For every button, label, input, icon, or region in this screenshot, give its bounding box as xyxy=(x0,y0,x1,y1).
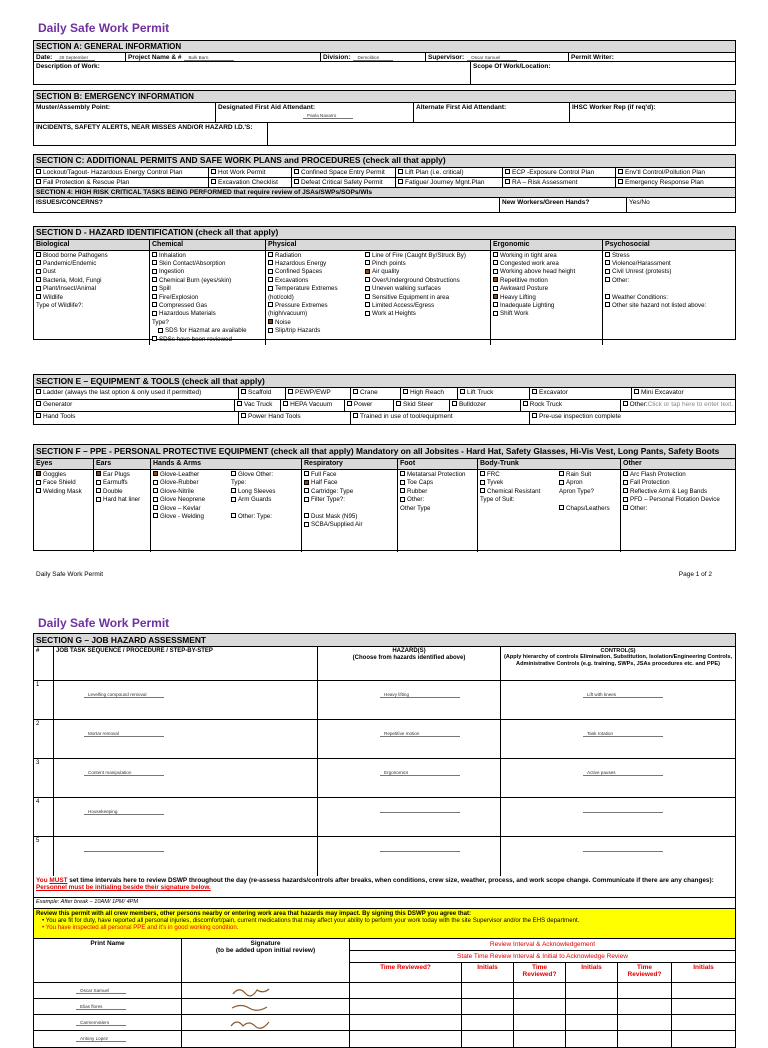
review-cell[interactable] xyxy=(618,1015,672,1030)
review-cell[interactable] xyxy=(672,1015,735,1030)
checkbox[interactable] xyxy=(268,302,273,307)
checkbox[interactable] xyxy=(36,269,41,274)
task-control-field[interactable]: Active pauses xyxy=(583,770,663,776)
col-biological: Biological xyxy=(34,240,150,251)
task-row xyxy=(34,681,735,720)
checkbox[interactable] xyxy=(36,260,41,265)
task-task-field[interactable]: Housekeeping xyxy=(84,809,164,815)
col-other: Other xyxy=(621,459,735,470)
chemical-list: Inhalation Skin Contact/Absorption Ingestion Chemical Burn (eyes/skin) Spill Fire/Explosion Compressed Gas Hazardous Materials Type? SDS for Hazmat are available SDSs have been reviewed xyxy=(150,251,266,345)
task-task-field[interactable]: Levelling compound removal xyxy=(84,692,164,698)
checkbox[interactable] xyxy=(36,286,41,291)
writer-label: Permit Writer: xyxy=(571,54,614,62)
checkbox[interactable] xyxy=(523,401,528,406)
checkbox[interactable] xyxy=(398,179,403,184)
section-4-header: SECTION 4: HIGH RISK CRITICAL TASKS BEING PERFORMED that require review of JSAs/SWPs/SOPs/WIs xyxy=(34,188,735,198)
state-time-header: State Time Review Interval & Initial to Acknowledge Review xyxy=(350,951,735,963)
footer-page-number: Page 1 of 2 xyxy=(678,571,712,578)
col-foot: Foot xyxy=(398,459,478,470)
col-eyes: Eyes xyxy=(34,459,94,470)
checkbox[interactable] xyxy=(605,269,610,274)
task-hazard-field[interactable]: Ergonomics xyxy=(380,770,460,776)
review-cell[interactable] xyxy=(350,1031,462,1047)
must-prefix: You xyxy=(36,877,50,884)
task-hazard-field[interactable] xyxy=(380,851,460,852)
checkbox[interactable] xyxy=(294,169,299,174)
checkbox[interactable] xyxy=(605,294,610,299)
handwritten-signature xyxy=(229,1000,289,1014)
review-cell[interactable] xyxy=(566,983,618,998)
checkbox[interactable] xyxy=(152,311,157,316)
task-hazard-field[interactable] xyxy=(380,812,460,813)
col-physical: Physical xyxy=(266,240,491,251)
must-instruction: set time intervals here to review DSWP throughout the day (re-assess hazards/controls after breaks, when conditions, crew size, weather, process, and work scope change. Communicate if there are any changes): xyxy=(67,877,714,884)
checkbox[interactable] xyxy=(403,389,408,394)
description-label: Description of Work: xyxy=(36,63,100,71)
col-task: JOB TASK SEQUENCE / PROCEDURE / STEP-BY-STEP xyxy=(54,647,318,680)
checkbox[interactable] xyxy=(623,505,628,510)
checkbox[interactable] xyxy=(153,488,158,493)
section-b xyxy=(33,90,736,146)
crew-name[interactable]: Oscar Samuel xyxy=(76,988,126,994)
task-row xyxy=(34,720,735,759)
review-interval-header: Review Interval & Acknowledgement xyxy=(350,939,735,951)
task-number: 5 xyxy=(34,837,54,876)
checkbox[interactable] xyxy=(365,252,370,257)
project-field[interactable]: Bulk Barn xyxy=(184,55,234,61)
checkbox[interactable] xyxy=(36,277,41,282)
checkbox[interactable] xyxy=(268,252,273,257)
task-control-field[interactable] xyxy=(583,812,663,813)
checkbox[interactable] xyxy=(559,471,564,476)
section-g-header: SECTION G – JOB HAZARD ASSESSMENT xyxy=(34,634,735,647)
bullet-ppe: You have inspected all personal PPE and it's in good working condition. xyxy=(45,924,239,931)
checkbox-checked[interactable] xyxy=(493,277,498,282)
page-title: Daily Safe Work Permit xyxy=(38,616,170,630)
signature-sub: (to be added upon initial review) xyxy=(215,947,316,955)
col-number: # xyxy=(34,647,54,680)
handwritten-signature xyxy=(229,984,289,998)
col-body-trunk: Body-Trunk xyxy=(478,459,621,470)
yes-no-label: Yes/No xyxy=(629,198,650,206)
checkbox[interactable] xyxy=(36,413,41,418)
checkbox[interactable] xyxy=(304,497,309,502)
checkbox[interactable] xyxy=(152,269,157,274)
checkbox[interactable] xyxy=(152,277,157,282)
permit-option: Excavation Checklist xyxy=(218,178,278,186)
checkbox[interactable] xyxy=(211,169,216,174)
checkbox[interactable] xyxy=(623,401,628,406)
checkbox[interactable] xyxy=(36,169,41,174)
checkbox[interactable] xyxy=(559,480,564,485)
example-interval: Example: After break – 10AM/ 1PM/ 4PM xyxy=(36,899,139,905)
signature-field[interactable] xyxy=(182,1015,350,1030)
time-reviewed-1: Time Reviewed? xyxy=(350,963,462,982)
col-control: CONTROL(S) xyxy=(600,648,636,654)
signature-field[interactable] xyxy=(182,999,350,1014)
task-number: 2 xyxy=(34,720,54,758)
task-task-field[interactable]: Mortar removal xyxy=(84,731,164,737)
checkbox[interactable] xyxy=(288,389,293,394)
checkbox[interactable] xyxy=(268,260,273,265)
section-a-header: SECTION A: GENERAL INFORMATION xyxy=(34,41,735,53)
ears-list: Ear Plugs Earmuffs Double Hard hat liner xyxy=(94,470,151,552)
col-chemical: Chemical xyxy=(150,240,266,251)
reviewed-3: Reviewed? xyxy=(627,971,662,979)
review-cell[interactable] xyxy=(462,999,514,1014)
checkbox[interactable] xyxy=(268,328,273,333)
checkbox[interactable] xyxy=(153,480,158,485)
task-rows xyxy=(34,681,735,876)
checkbox[interactable] xyxy=(96,480,101,485)
checkbox[interactable] xyxy=(304,513,309,518)
task-number: 1 xyxy=(34,681,54,719)
checkbox[interactable] xyxy=(400,488,405,493)
checkbox[interactable] xyxy=(480,488,485,493)
permit-option: Env'tl Control/Pollution Plan xyxy=(625,168,706,176)
physical-list-1: Radiation Hazardous Energy Confined Spaces Excavations Temperature Extremes (hot/cold) Pressure Extremes (high/vacuum) Noise Slip/trip Hazards xyxy=(268,251,338,335)
col-ears: Ears xyxy=(94,459,151,470)
time-2: Time xyxy=(531,964,548,971)
review-cell[interactable] xyxy=(462,1031,514,1047)
time-3: Time xyxy=(636,964,653,971)
checkbox[interactable] xyxy=(365,260,370,265)
review-cell[interactable] xyxy=(350,999,462,1014)
task-control-field[interactable]: Task rotation xyxy=(583,731,663,737)
section-f-header: SECTION F – PPE - PERSONAL PROTECTIVE EQUIPMENT (check all that apply) Mandatory on all Jobsites - Hard Hat, Safety Glasses, Hi-Vis Vest, Long Pants, Safety Boots xyxy=(34,445,735,459)
signature-row xyxy=(34,1015,735,1031)
checkbox[interactable] xyxy=(36,252,41,257)
review-cell[interactable] xyxy=(672,999,735,1014)
checkbox[interactable] xyxy=(96,497,101,502)
checkbox[interactable] xyxy=(400,480,405,485)
physical-list-2: Line of Fire (Caught By/Struck By) Pinch points Air quality Over/Underground Obstructions Uneven walking surfaces Sensitive Equipment in area Limited Access/Egress Work at Heights xyxy=(363,251,491,345)
review-cell[interactable] xyxy=(672,1031,735,1047)
project-label: Project Name & # xyxy=(128,54,182,62)
permit-option: Fatigue/ Journey Mgnt.Plan xyxy=(405,178,485,186)
review-cell[interactable] xyxy=(618,1031,672,1047)
footer-left: Daily Safe Work Permit xyxy=(36,571,104,578)
signature-header: Signature xyxy=(250,940,281,947)
checkbox[interactable] xyxy=(36,179,41,184)
checkbox[interactable] xyxy=(231,497,236,502)
date-label: Date: xyxy=(36,54,53,62)
permit-option: Confined Space Entry Permit xyxy=(301,168,385,176)
review-cell[interactable] xyxy=(566,1031,618,1047)
checkbox[interactable] xyxy=(153,497,158,502)
muster-label: Muster/Assembly Point: xyxy=(36,104,111,112)
section-e: SECTION E – EQUIPMENT & TOOLS (check all that apply) Ladder (always the last option & only used if permitted) Scaffold PEWP/EWP Crane High Reach Lift Truck Excavator Mini Excavator Generator Vac Truck HEPA Vacuum Power Skid Steer Bulldozer Rock Truck Other:Click or tap here to enter text. Hand Tools Power Hand Tools Trained in use of tool/equipment Pre-use inspection complete xyxy=(33,374,736,425)
crew-name[interactable]: Antony Lopez xyxy=(76,1036,126,1042)
checkbox[interactable] xyxy=(396,401,401,406)
section-b-header: SECTION B: EMERGENCY INFORMATION xyxy=(34,91,735,103)
checkbox[interactable] xyxy=(493,260,498,265)
checkbox[interactable] xyxy=(268,277,273,282)
section-a xyxy=(33,40,736,85)
checkbox[interactable] xyxy=(493,311,498,316)
checkbox[interactable] xyxy=(353,413,358,418)
checkbox[interactable] xyxy=(153,513,158,518)
signature-row xyxy=(34,999,735,1015)
permit-option: ECP -Exposure Control Plan xyxy=(512,168,595,176)
signature-field[interactable] xyxy=(182,983,350,998)
crew-name[interactable]: Elias flores xyxy=(76,1004,126,1010)
issues-label: ISSUES/CONCERNS? xyxy=(36,198,103,206)
checkbox[interactable] xyxy=(605,277,610,282)
checkbox[interactable] xyxy=(532,413,537,418)
checkbox[interactable] xyxy=(36,389,41,394)
checkbox-checked[interactable] xyxy=(493,294,498,299)
checkbox[interactable] xyxy=(605,252,610,257)
must-word: MUST xyxy=(49,877,68,884)
checkbox[interactable] xyxy=(398,169,403,174)
checkbox[interactable] xyxy=(493,302,498,307)
checkbox[interactable] xyxy=(152,260,157,265)
task-task-field[interactable] xyxy=(84,851,164,852)
page-separator xyxy=(0,588,768,600)
review-text: Review this permit with all crew members, other persons nearby or entering work area that hazards may impact. By signing this DSWP you agree that: xyxy=(36,910,472,917)
checkbox[interactable] xyxy=(618,169,623,174)
section-d-header: SECTION D - HAZARD IDENTIFICATION (check all that apply) xyxy=(34,227,735,240)
col-respiratory: Respiratory xyxy=(302,459,398,470)
checkbox[interactable] xyxy=(96,488,101,493)
checkbox[interactable] xyxy=(400,497,405,502)
checkbox[interactable] xyxy=(294,179,299,184)
hands-list-1: Glove-Leather Glove-Rubber Glove-Nitrile Glove Neoprene Glove – Kevlar Glove - Welding xyxy=(151,470,229,552)
task-task-field[interactable]: Content manipulation xyxy=(84,770,164,776)
review-cell[interactable] xyxy=(514,999,566,1014)
ergonomic-list: Working in tight area Congested work area Working above head height Repetitive motion Awkward Posture Heavy Lifting Inadequate Lighting Shift Work xyxy=(491,251,603,345)
body-list-1: FRC Tyvek Chemical Resistant Type of Suit: xyxy=(480,471,541,504)
checkbox[interactable] xyxy=(505,179,510,184)
checkbox[interactable] xyxy=(153,505,158,510)
page-2 xyxy=(0,600,768,1041)
checkbox[interactable] xyxy=(353,389,358,394)
first-aid-label: Designated First Aid Attendant: xyxy=(218,104,316,112)
division-field[interactable]: Demolition xyxy=(353,55,393,61)
section-d xyxy=(33,226,736,343)
body-list-2: Rain Suit Apron Apron Type? Chaps/Leathers xyxy=(557,470,621,552)
permit-option: Fall Protection & Rescue Plan xyxy=(43,178,130,186)
must-red-note: Personnel must be initialing beside their signature below. xyxy=(36,884,211,892)
checkbox[interactable] xyxy=(158,328,163,333)
page-title: Daily Safe Work Permit xyxy=(38,21,170,35)
psychosocial-list: Stress Violence/Harassment Civil Unrest (protests) Other: Weather Conditions: Other site hazard not listed above: xyxy=(603,251,735,345)
permit-option: Lockout/Tagout- Hazardous Energy Control Plan xyxy=(43,168,183,176)
checkbox[interactable] xyxy=(268,269,273,274)
date-field[interactable]: 28 September xyxy=(55,55,95,61)
checkbox[interactable] xyxy=(231,513,236,518)
permit-option: Emergency Response Plan xyxy=(625,178,704,186)
respiratory-list: Full Face Half Face Cartridge: Type Filter Type?: Dust Mask (N95) SCBA/Supplied Air xyxy=(302,470,398,552)
checkbox[interactable] xyxy=(152,294,157,299)
checkbox[interactable] xyxy=(241,413,246,418)
checkbox[interactable] xyxy=(241,389,246,394)
checkbox[interactable] xyxy=(623,488,628,493)
checkbox[interactable] xyxy=(365,294,370,299)
col-control-sub: (Apply hierarchy of controls Elimination, Substitution, Isolation/Engineering Controls, Administrative Controls (e.g. training, SWPs, JSAs procedures etc. and PPE) xyxy=(503,654,733,667)
task-hazard-field[interactable]: Heavy lifting xyxy=(380,692,460,698)
other-list: Arc Flash Protection Fall Protection Reflective Arm & Leg Bands PFD – Personal Flotation Device Other: xyxy=(621,470,735,552)
checkbox[interactable] xyxy=(605,260,610,265)
checkbox[interactable] xyxy=(493,286,498,291)
foot-list: Metatarsal Protection Toe Caps Rubber Other: Other Type xyxy=(398,470,478,552)
checkbox[interactable] xyxy=(268,286,273,291)
checkbox[interactable] xyxy=(237,401,242,406)
checkbox[interactable] xyxy=(365,302,370,307)
checkbox[interactable] xyxy=(480,471,485,476)
review-cell[interactable] xyxy=(566,999,618,1014)
section-c-header: SECTION C: ADDITIONAL PERMITS AND SAFE WORK PLANS and PROCEDURES (check all that apply) xyxy=(34,155,735,168)
print-name-header: Print Name xyxy=(34,939,182,982)
col-hazard-sub: (Choose from hazards identified above) xyxy=(352,654,466,661)
signature-rows xyxy=(34,983,735,1047)
checkbox[interactable] xyxy=(365,277,370,282)
task-row xyxy=(34,798,735,837)
review-cell[interactable] xyxy=(514,1031,566,1047)
col-ergonomic: Ergonomic xyxy=(491,240,603,251)
checkbox[interactable] xyxy=(400,471,405,476)
checkbox[interactable] xyxy=(618,179,623,184)
checkbox[interactable] xyxy=(152,286,157,291)
handwritten-signature xyxy=(229,1016,289,1030)
section-e-header: SECTION E – EQUIPMENT & TOOLS (check all that apply) xyxy=(34,375,735,388)
review-cell[interactable] xyxy=(566,1015,618,1030)
permit-option: Hot Work Permit xyxy=(218,168,266,176)
review-cell[interactable] xyxy=(618,999,672,1014)
checkbox-checked[interactable] xyxy=(153,471,158,476)
division-label: Division: xyxy=(323,54,351,62)
ihsc-label: IHSC Worker Rep (if req'd): xyxy=(572,104,656,112)
review-cell[interactable] xyxy=(672,983,735,998)
reviewed-2: Reviewed? xyxy=(522,971,557,979)
checkbox[interactable] xyxy=(460,389,465,394)
checkbox[interactable] xyxy=(36,488,41,493)
checkbox-checked[interactable] xyxy=(36,471,41,476)
supervisor-field[interactable]: Oscar Samuel xyxy=(467,55,517,61)
review-cell[interactable] xyxy=(618,983,672,998)
task-number: 3 xyxy=(34,759,54,797)
task-row xyxy=(34,759,735,798)
checkbox[interactable] xyxy=(493,252,498,257)
checkbox[interactable] xyxy=(283,401,288,406)
review-cell[interactable] xyxy=(350,1015,462,1030)
permit-option: RA – Risk Assessment xyxy=(512,178,578,186)
supervisor-label: Supervisor: xyxy=(428,54,465,62)
bullet-fit-for-duty: You are fit for duty, have reported all personal injuries, discomfort/pain, current medications that may affect your ability to perform your work today with the site Supervisor and/or the EHS department. xyxy=(45,917,580,924)
checkbox[interactable] xyxy=(505,169,510,174)
initials-3: Initials xyxy=(693,964,714,971)
checkbox[interactable] xyxy=(605,302,610,307)
checkbox[interactable] xyxy=(493,269,498,274)
initials-1: Initials xyxy=(462,963,514,982)
section-g: SECTION G – JOB HAZARD ASSESSMENT # JOB TASK SEQUENCE / PROCEDURE / STEP-BY-STEP HAZARD(S) (Choose from hazards identified above) CONTROL(S) (Apply hierarchy of controls Elimination, Substitution, Isolation/Engineering Controls, Administrative Controls (e.g. training, SWPs, JSAs procedures etc. and PPE) 1 Levelling compound removal Heavy lifting Lift with knees 2 Mortar removal Repetitive motion Task rotation 3 Content manipulation Ergonomics Active pauses 4 Housekeeping 5 You MUST set time intervals here to review DSWP throughout the day (re-assess hazards/controls after breaks, when conditions, crew size, weather, process, and work scope change. Communicate if there are any changes): Personnel must be initialing beside their signature below. Example: After break – 10AM/ 1PM/ 4PM Review this permit with all crew members, other persons nearby or entering work area that hazards may impact. By signing this DSWP you agree that: • You are fit for duty, have reported all personal injuries, discomfort/pain, current medications that may affect your ability to perform your work today with the site Supervisor and/or the EHS department. • You have inspected all personal PPE and it's in good working condition. Print Name Signature (to be added upon initial review) Review Interval & Acknowledgement State Time Review Interval & Initial to Acknowledge Review Time Reviewed? Initials Time Reviewed? Initials Time Reviewed? Initials Oscar Samuel Elias flores CarmenValero Antony Lopez xyxy=(33,633,736,1048)
crew-name[interactable]: CarmenValero xyxy=(76,1020,126,1026)
task-control-field[interactable]: Lift with knees xyxy=(583,692,663,698)
checkbox[interactable] xyxy=(365,286,370,291)
checkbox[interactable] xyxy=(532,389,537,394)
hands-list-2: Glove Other: Type: Long Sleeves Arm Guards Other: Type: xyxy=(229,470,302,552)
checkbox[interactable] xyxy=(304,488,309,493)
checkbox[interactable] xyxy=(231,471,236,476)
checkbox[interactable] xyxy=(304,471,309,476)
task-hazard-field[interactable]: Repetitive motion xyxy=(380,731,460,737)
checkbox[interactable] xyxy=(365,311,370,316)
review-cell[interactable] xyxy=(462,983,514,998)
checkbox[interactable] xyxy=(231,488,236,493)
checkbox[interactable] xyxy=(623,497,628,502)
signature-field[interactable] xyxy=(182,1031,350,1047)
task-number: 4 xyxy=(34,798,54,836)
review-cell[interactable] xyxy=(514,1015,566,1030)
permit-option: Defeat Critical Safety Permit xyxy=(301,178,383,186)
biological-list: Blood borne Pathogens Pandemic/Endemic Dust Bacteria, Mold, Fungi Plant/Insect/Animal Wildlife Type of Wildlife?: xyxy=(34,251,150,345)
checkbox-checked[interactable] xyxy=(268,319,273,324)
checkbox-checked[interactable] xyxy=(96,471,101,476)
checkbox[interactable] xyxy=(623,480,628,485)
col-hazard: HAZARD(S) xyxy=(392,648,426,654)
signature-row xyxy=(34,983,735,999)
checkbox[interactable] xyxy=(304,522,309,527)
checkbox[interactable] xyxy=(480,480,485,485)
col-psychosocial: Psychosocial xyxy=(603,240,735,251)
new-workers-label: New Workers/Green Hands? xyxy=(502,198,590,206)
checkbox[interactable] xyxy=(152,252,157,257)
review-cell[interactable] xyxy=(514,983,566,998)
task-row xyxy=(34,837,735,876)
other-equipment-input[interactable]: Click or tap here to enter text. xyxy=(647,401,733,408)
checkbox[interactable] xyxy=(152,302,157,307)
review-cell[interactable] xyxy=(350,983,462,998)
alternate-first-aid-label: Alternate First Aid Attendant: xyxy=(416,104,507,112)
first-aid-field[interactable]: Paola Navarro xyxy=(303,113,353,119)
initials-2: Initials xyxy=(566,963,618,982)
checkbox[interactable] xyxy=(211,179,216,184)
checkbox[interactable] xyxy=(559,505,564,510)
checkbox[interactable] xyxy=(452,401,457,406)
review-cell[interactable] xyxy=(462,1015,514,1030)
checkbox[interactable] xyxy=(347,401,352,406)
task-control-field[interactable] xyxy=(583,851,663,852)
checkbox[interactable] xyxy=(152,336,157,341)
checkbox-checked[interactable] xyxy=(304,480,309,485)
section-f xyxy=(33,444,736,551)
permit-option: Lift Plan (i.e. critical) xyxy=(405,168,464,176)
section-c xyxy=(33,154,736,213)
checkbox-checked[interactable] xyxy=(365,269,370,274)
checkbox[interactable] xyxy=(634,389,639,394)
checkbox[interactable] xyxy=(36,294,41,299)
col-hands: Hands & Arms xyxy=(151,459,302,470)
eyes-list: Goggles Face Shield Welding Mask xyxy=(34,470,94,552)
incidents-label: INCIDENTS, SAFETY ALERTS, NEAR MISSES AND/OR HAZARD I.D.'S: xyxy=(36,124,253,132)
signature-row xyxy=(34,1031,735,1047)
checkbox[interactable] xyxy=(36,401,41,406)
checkbox[interactable] xyxy=(623,471,628,476)
scope-label: Scope Of Work/Location: xyxy=(473,63,551,71)
checkbox[interactable] xyxy=(36,480,41,485)
